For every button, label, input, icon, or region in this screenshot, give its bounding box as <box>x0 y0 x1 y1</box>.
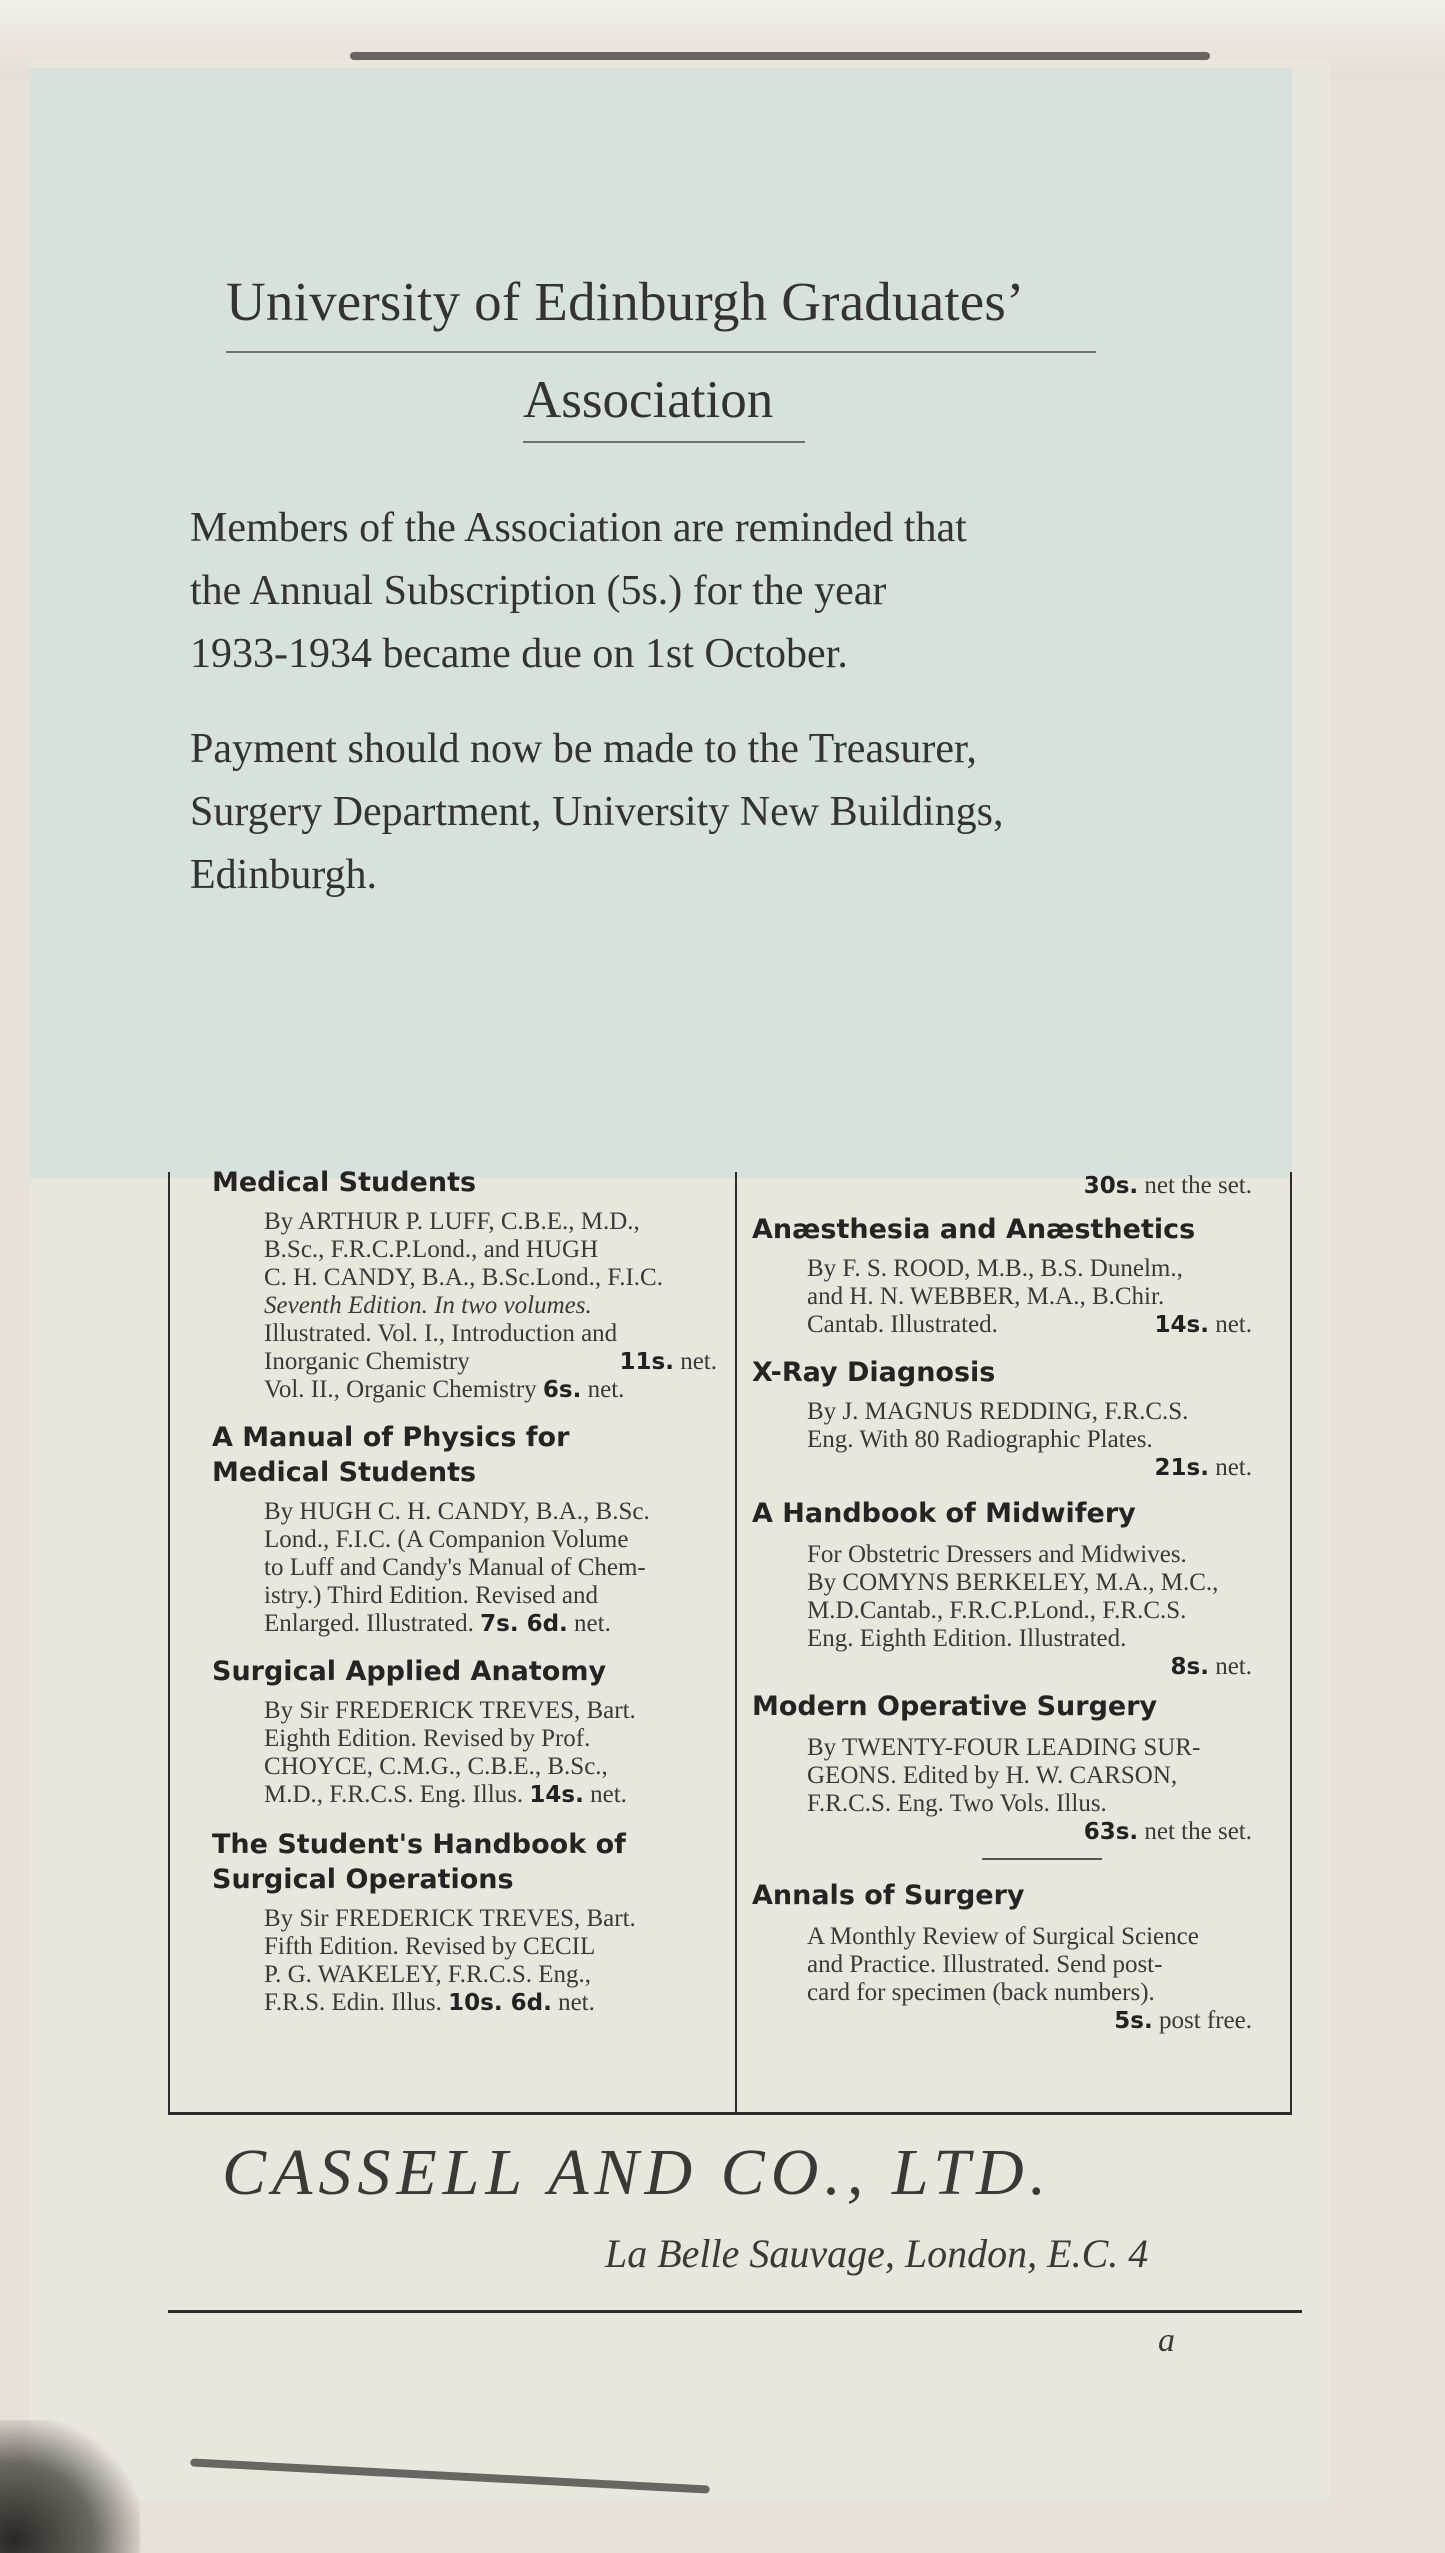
book-entry: By Sir FREDERICK TREVES, Bart. Fifth Edition. Revised by CECIL P. G. WAKELEY, F.R.C.S. Eng., F.R.S. Edin. Illus. 10s. 6d. net. <box>264 1905 636 2016</box>
book-entry: By Sir FREDERICK TREVES, Bart. Eighth Edition. Revised by Prof. CHOYCE, C.M.G., C.B.E., B.Sc., M.D., F.R.C.S. Eng. Illus. 14s. net. <box>264 1697 636 1808</box>
publisher-bottom-rule <box>168 2310 1302 2313</box>
book-title: The Student's Handbook of Surgical Operations <box>212 1829 626 1895</box>
book-entry: By TWENTY-FOUR LEADING SUR- GEONS. Edited by H. W. CARSON, F.R.C.S. Eng. Two Vols. Illus. 63s. net the set. <box>807 1734 1252 1845</box>
price: 21s. <box>1154 1455 1209 1481</box>
slip-subtitle: Association <box>523 371 774 429</box>
price: 8s. <box>1170 1654 1209 1680</box>
bottom-corner-shadow <box>0 2420 140 2553</box>
subtitle-rule <box>523 441 805 443</box>
column-divider <box>735 1172 737 2112</box>
book-entry: By J. MAGNUS REDDING, F.R.C.S. Eng. With 80 Radiographic Plates. 21s. net. <box>807 1398 1252 1481</box>
price: 6s. <box>542 1377 582 1403</box>
book-title: Surgical Applied Anatomy <box>212 1656 607 1687</box>
price: 63s. <box>1083 1819 1139 1845</box>
publisher-address: La Belle Sauvage, London, E.C. 4 <box>605 2231 1149 2276</box>
payment-instructions: Payment should now be made to the Treasurer, Surgery Department, University New Buildings, Edinburgh. <box>190 726 1004 898</box>
slip-title: University of Edinburgh Graduates’ <box>226 271 1025 332</box>
page-folio: a <box>1158 2322 1175 2359</box>
book-entry: By ARTHUR P. LUFF, C.B.E., M.D., B.Sc., F.R.C.P.Lond., and HUGH C. H. CANDY, B.A., B.Sc.Lond., F.I.C. Seventh Edition. In two volumes. Illustrated. Vol. I., Introduction and Inorganic Chemistry 11s. net. Vol. II., Organic Chemistry 6s. net. <box>264 1208 717 1403</box>
page-edge-shadow <box>350 52 1210 60</box>
price: 5s. <box>1114 2008 1153 2034</box>
book-title: Modern Operative Surgery <box>752 1691 1158 1722</box>
book-entry: For Obstetric Dressers and Midwives. By COMYNS BERKELEY, M.A., M.C., M.D.Cantab., F.R.C.P.Lond., F.R.C.S. Eng. Eighth Edition. Illustrated. 8s. net. <box>807 1541 1252 1680</box>
book-entry: By HUGH C. H. CANDY, B.A., B.Sc. Lond., F.I.C. (A Companion Volume to Luff and Candy's Manual of Chem- istry.) Third Edition. Revised and Enlarged. Illustrated. 7s. 6d. net. <box>264 1498 650 1637</box>
book-entry: A Monthly Review of Surgical Science and Practice. Illustrated. Send post- card for specimen (back numbers). 5s. post free. <box>807 1923 1252 2034</box>
price: 14s. <box>1154 1312 1209 1338</box>
separator-rule <box>982 1858 1102 1860</box>
book-title: Annals of Surgery <box>752 1880 1025 1911</box>
book-title: A Handbook of Midwifery <box>752 1498 1136 1529</box>
price: 11s. <box>619 1349 674 1375</box>
book-title: Anæsthesia and Anæsthetics <box>752 1214 1196 1245</box>
price: 7s. 6d. <box>480 1611 568 1637</box>
publisher-top-rule <box>168 2112 1292 2115</box>
price: 14s. <box>529 1782 584 1808</box>
price: 10s. 6d. <box>448 1990 552 2016</box>
title-rule <box>226 351 1096 353</box>
right-column: 30s. net the set. Anæsthesia and Anæsthetics By F. S. ROOD, M.B., B.S. Dunelm., and H. N. WEBBER, M.A., B.Chir. Cantab. Illustrated. 14s. net. X-Ray Diagnosis By J. MAGNUS REDDING, F.R.C.S. Eng. With 80 Radiographic Plates. 21s. net. A Handbook of Midwifery For Obstetric Dressers and Midwives. By COMYNS BERKELEY, M.A., M.C., M.D.Cantab., F.R.C.P.Lond., F.R.C.S. Eng. Eighth Edition. Illustrated. 8s. net. Modern Operative Surgery By TWENTY-FOUR LEADING SUR- GEONS. Edited by H. W. CARSON, F.R.C.S. Eng. Two Vols. Illus. 63s. net the set. Annals of Surgery A Monthly Review of Surgical Science and Practice. Illustrated. Send post- card for specimen (back numbers). 5s. post free. <box>752 1172 1252 2034</box>
book-title: Medical Students <box>212 1167 477 1198</box>
book-entry: By F. S. ROOD, M.B., B.S. Dunelm., and H. N. WEBBER, M.A., B.Chir. Cantab. Illustrated. 14s. net. <box>807 1255 1252 1338</box>
left-frame-line <box>168 1172 170 2112</box>
book-title: A Manual of Physics for Medical Students <box>212 1422 570 1488</box>
right-frame-line <box>1290 1172 1292 2112</box>
book-title: X-Ray Diagnosis <box>752 1357 996 1388</box>
subscription-reminder: Members of the Association are reminded that the Annual Subscription (5s.) for the year 1933-1934 became due on 1st October. <box>190 505 967 677</box>
association-notice-slip <box>30 68 1292 1178</box>
price: 30s. <box>1083 1173 1139 1199</box>
left-column <box>212 1165 717 2017</box>
publisher-name: CASSELL AND CO., LTD. <box>222 2136 1053 2209</box>
